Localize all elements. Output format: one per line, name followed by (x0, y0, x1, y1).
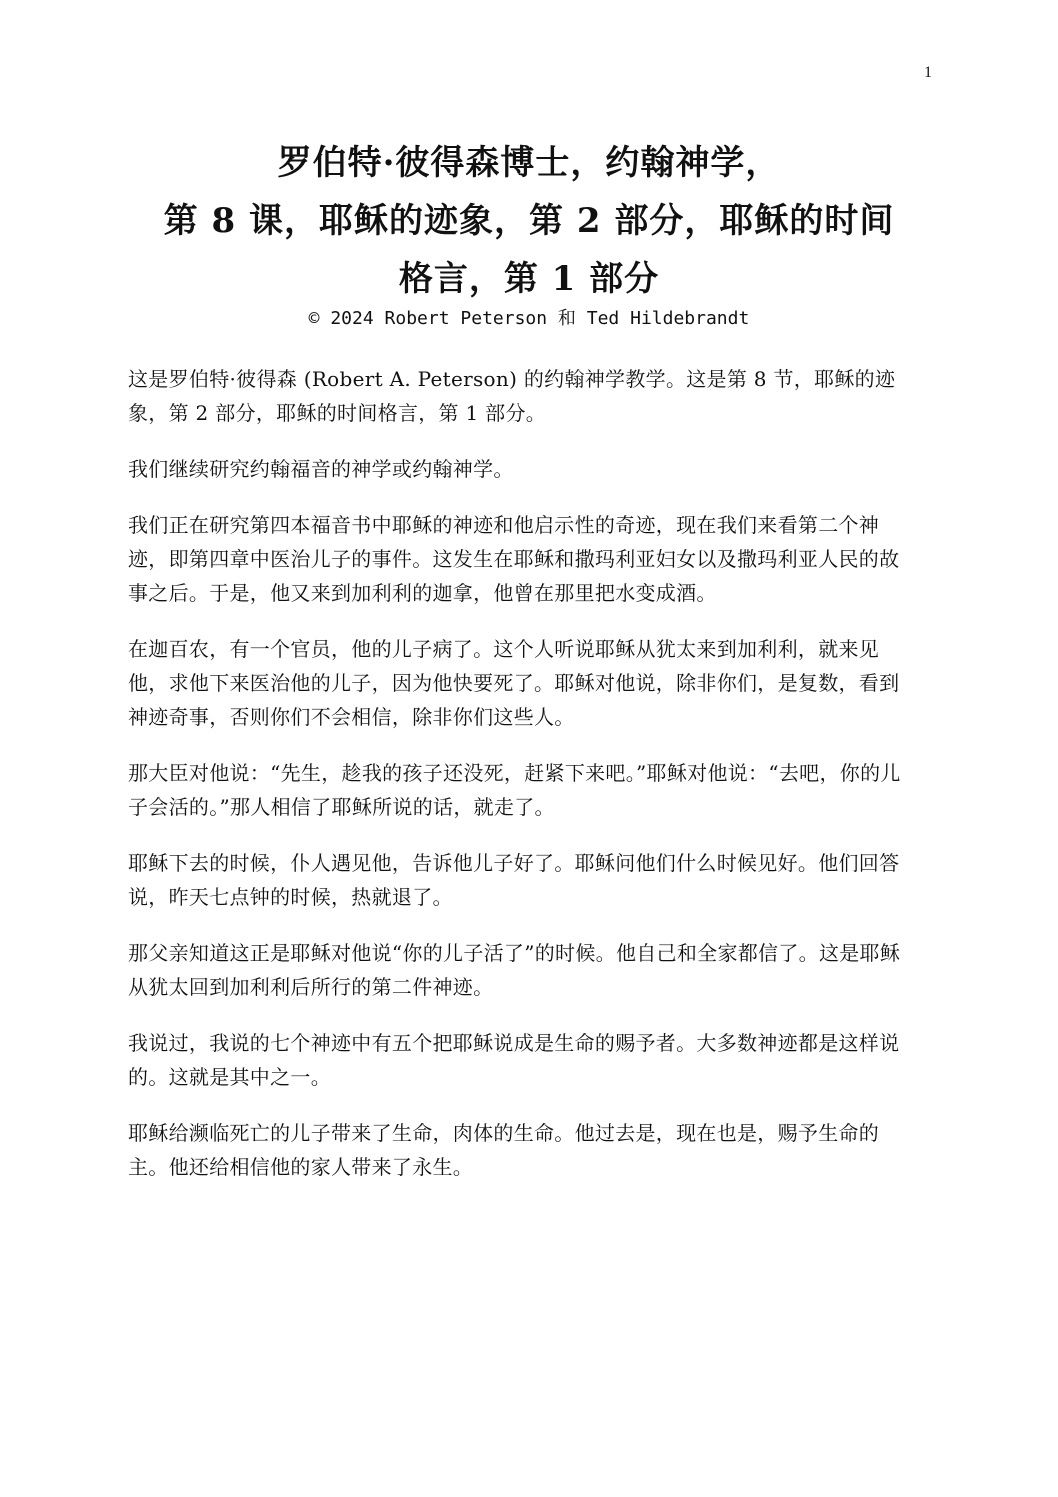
title-line-2: 第 8 课，耶稣的迹象，第 2 部分，耶稣的时间 (163, 201, 895, 241)
paragraph-official-plea: 那大臣对他说：“先生，趁我的孩子还没死，赶紧下来吧。”耶稣对他说：“去吧，你的儿子会活的。”那人相信了耶稣所说的话，就走了。 (128, 761, 901, 819)
paragraph-life-giver: 我说过，我说的七个神迹中有五个把耶稣说成是生命的赐予者。大多数神迹都是这样说的。这就是其中之一。 (128, 1031, 900, 1089)
page-number: 1 (924, 64, 932, 81)
paragraph-continue: 我们继续研究约翰福音的神学或约翰神学。 (128, 457, 514, 481)
title-block (110, 134, 948, 332)
title-line-1: 罗伯特·彼得森博士，约翰神学， (277, 143, 781, 183)
paragraph-intro: 这是罗伯特·彼得森 (Robert A. Peterson) 的约翰神学教学。这是第 8 节，耶稣的迹象，第 2 部分，耶稣的时间格言，第 1 部分。 (128, 367, 896, 425)
document-body (128, 362, 918, 1206)
paragraph-father-believed: 那父亲知道这正是耶稣对他说“你的儿子活了”的时候。他自己和全家都信了。这是耶稣从犹太回到加利利后所行的第二件神迹。 (128, 941, 901, 999)
copyright-line: © 2024 Robert Peterson 和 Ted Hildebrandt (308, 308, 750, 329)
title-line-3: 格言，第 1 部分 (398, 259, 660, 299)
paragraph-second-sign: 我们正在研究第四本福音书中耶稣的神迹和他启示性的奇迹，现在我们来看第二个神迹，即第四章中医治儿子的事件。这发生在耶稣和撒玛利亚妇女以及撒玛利亚人民的故事之后。于是，他又来到加利利的迦拿，他曾在那里把水变成酒。 (128, 513, 900, 605)
paragraph-capernaum: 在迦百农，有一个官员，他的儿子病了。这个人听说耶稣从犹太来到加利利，就来见他，求他下来医治他的儿子，因为他快要死了。耶稣对他说，除非你们，是复数，看到神迹奇事，否则你们不会相信，除非你们这些人。 (128, 637, 900, 729)
paragraph-servants: 耶稣下去的时候，仆人遇见他，告诉他儿子好了。耶稣问他们什么时候见好。他们回答说，昨天七点钟的时候，热就退了。 (128, 851, 900, 909)
paragraph-eternal-life: 耶稣给濒临死亡的儿子带来了生命，肉体的生命。他过去是，现在也是，赐予生命的主。他还给相信他的家人带来了永生。 (128, 1121, 880, 1179)
